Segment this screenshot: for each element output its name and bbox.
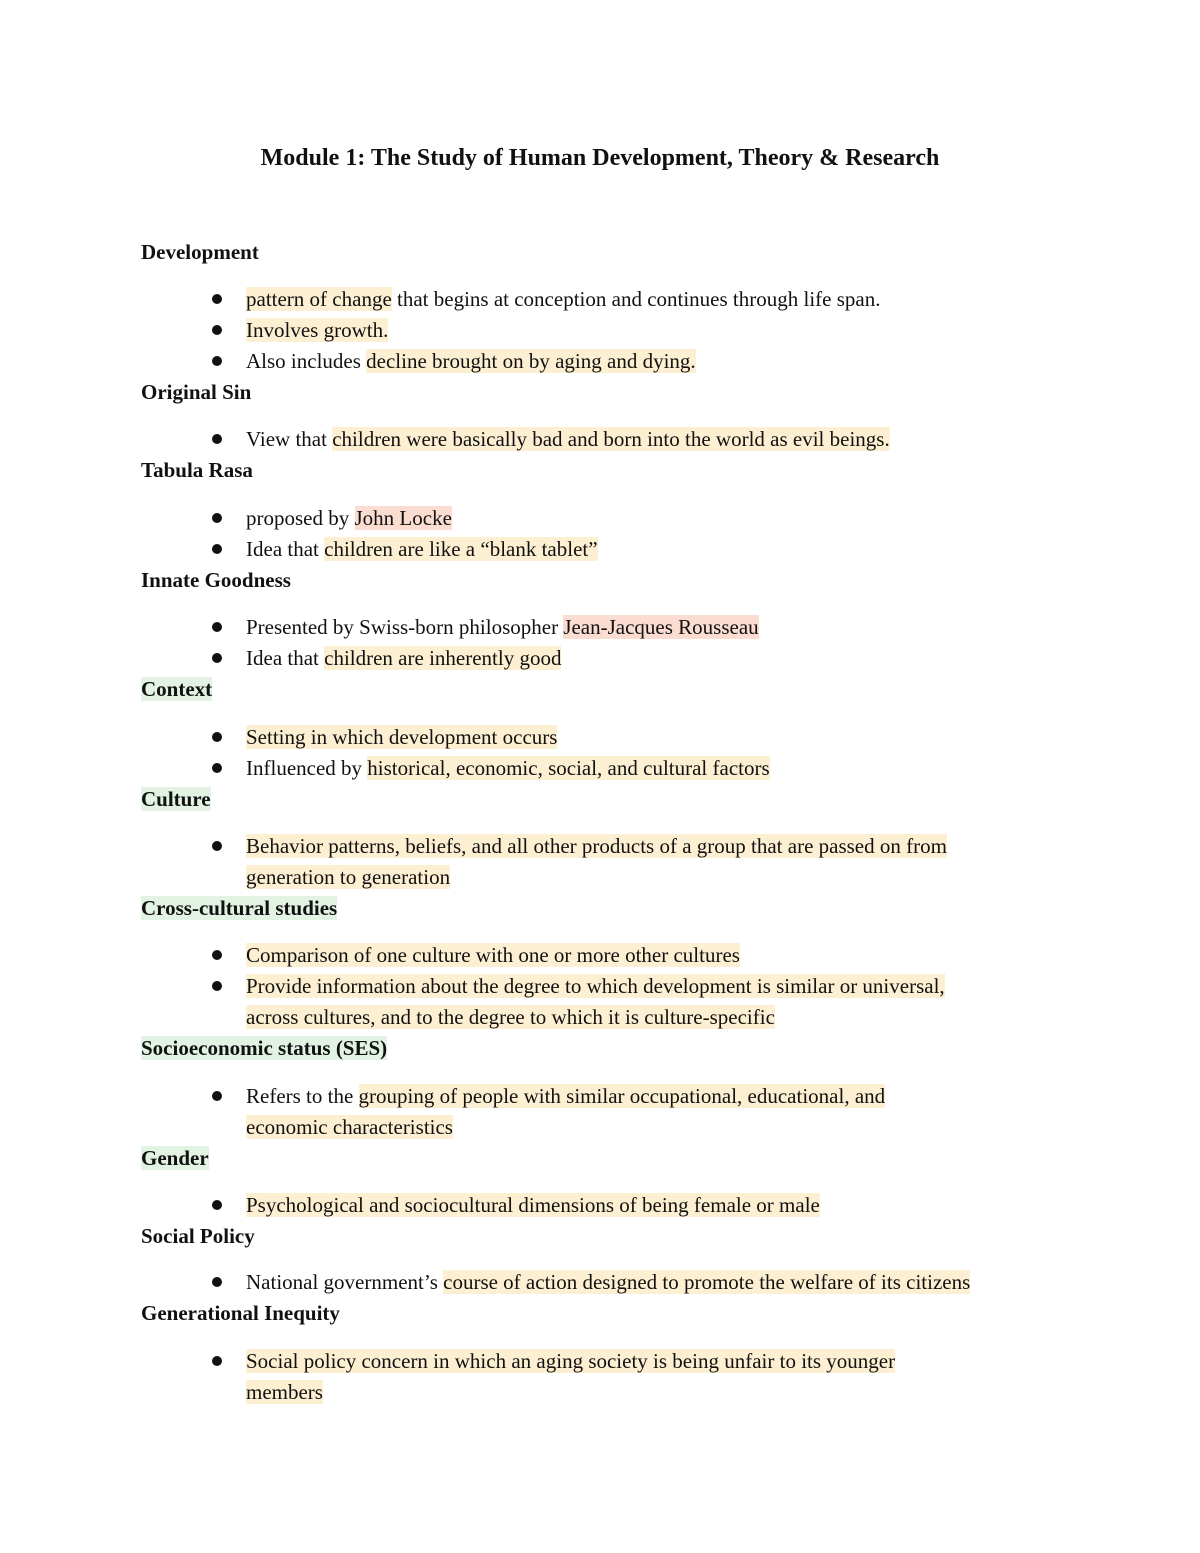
- bullet-dot: [212, 356, 222, 366]
- bullet-dot: [212, 950, 222, 960]
- bullet-dot: [212, 763, 222, 773]
- bullet-dot: [212, 434, 222, 444]
- bullet-text-continued: members: [246, 1380, 323, 1404]
- bullet-text: Also includes decline brought on by aging and dying.: [246, 349, 696, 373]
- heading-development: Development: [141, 240, 259, 264]
- bullet-text-continued: economic characteristics: [246, 1115, 453, 1139]
- heading-social-policy: Social Policy: [141, 1224, 255, 1248]
- bullet-dot: [212, 653, 222, 663]
- document-title: Module 1: The Study of Human Development, Theory & Research: [260, 145, 940, 171]
- bullet-text: Psychological and sociocultural dimensions of being female or male: [246, 1193, 820, 1217]
- bullet-text: Idea that children are inherently good: [246, 646, 562, 670]
- bullet-text: National government’s course of action designed to promote the welfare of its citizens: [246, 1270, 971, 1294]
- heading-cross-cultural-studies: Cross-cultural studies: [141, 896, 338, 920]
- heading-innate-goodness: Innate Goodness: [141, 568, 291, 592]
- bullet-text: View that children were basically bad and born into the world as evil beings.: [246, 427, 890, 451]
- bullet-dot: [212, 1277, 222, 1287]
- bullet-dot: [212, 622, 222, 632]
- heading-generational-inequity: Generational Inequity: [141, 1301, 340, 1325]
- bullet-text: Presented by Swiss-born philosopher Jean-Jacques Rousseau: [246, 615, 759, 639]
- bullet-dot: [212, 544, 222, 554]
- bullet-text-continued: across cultures, and to the degree to which it is culture-specific: [246, 1005, 775, 1029]
- bullet-text: Social policy concern in which an aging society is being unfair to its younger: [246, 1349, 896, 1373]
- bullet-text: pattern of change that begins at conception and continues through life span.: [246, 287, 881, 311]
- heading-tabula-rasa: Tabula Rasa: [141, 458, 253, 482]
- heading-context: Context: [141, 677, 213, 701]
- bullet-dot: [212, 1200, 222, 1210]
- bullet-text: Involves growth.: [246, 318, 389, 342]
- bullet-text: proposed by John Locke: [246, 506, 452, 530]
- bullet-dot: [212, 1091, 222, 1101]
- bullet-dot: [212, 732, 222, 742]
- bullet-text: Idea that children are like a “blank tablet”: [246, 537, 598, 561]
- bullet-text: Refers to the grouping of people with similar occupational, educational, and: [246, 1084, 886, 1108]
- bullet-dot: [212, 513, 222, 523]
- bullet-text: Setting in which development occurs: [246, 725, 558, 749]
- heading-socioeconomic-status: Socioeconomic status (SES): [141, 1036, 388, 1060]
- heading-gender: Gender: [141, 1146, 209, 1170]
- bullet-text: Provide information about the degree to which development is similar or universal,: [246, 974, 945, 998]
- bullet-dot: [212, 981, 222, 991]
- bullet-dot: [212, 1356, 222, 1366]
- bullet-text-continued: generation to generation: [246, 865, 451, 889]
- bullet-dot: [212, 294, 222, 304]
- bullet-dot: [212, 325, 222, 335]
- bullet-text: Influenced by historical, economic, social, and cultural factors: [246, 756, 770, 780]
- heading-culture: Culture: [141, 787, 211, 811]
- bullet-text: Comparison of one culture with one or more other cultures: [246, 943, 740, 967]
- bullet-dot: [212, 841, 222, 851]
- bullet-text: Behavior patterns, beliefs, and all other products of a group that are passed on from: [246, 834, 947, 858]
- heading-original-sin: Original Sin: [141, 380, 252, 404]
